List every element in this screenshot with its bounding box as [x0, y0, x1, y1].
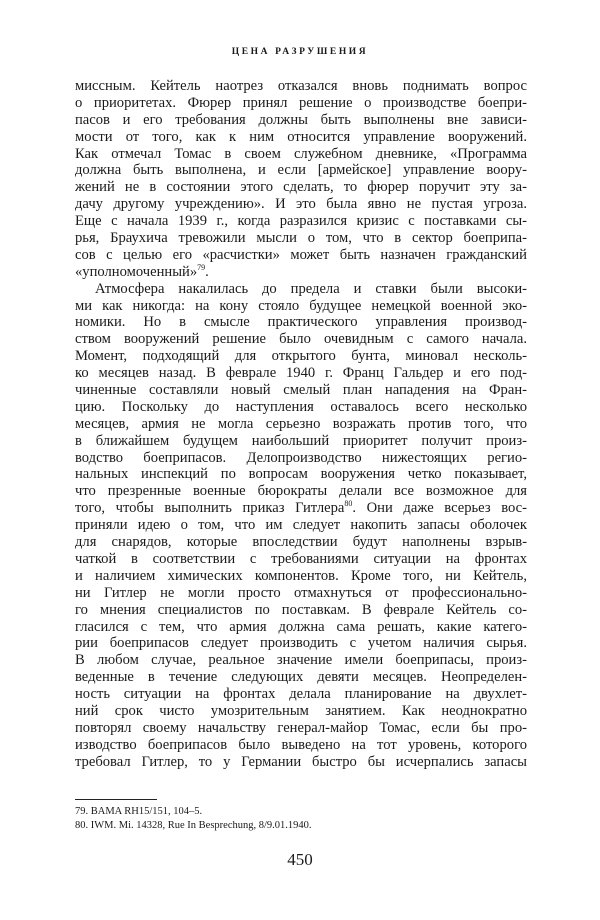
line-text: ко месяцев назад. В феврале 1940 г. Франц Гальдер и его под-	[75, 365, 527, 382]
text-line	[75, 517, 527, 534]
line-text-after: . Они даже всерьез вос-	[352, 500, 527, 517]
text-line	[75, 652, 527, 669]
line-text: веденные в течение следующих девяти месяцев. Неопределен-	[75, 669, 527, 686]
text-line	[75, 534, 527, 551]
line-text: дачу другому учреждению». И это была явно не пустая угроза.	[75, 196, 527, 213]
running-header: ЦЕНА РАЗРУШЕНИЯ	[231, 47, 369, 57]
text-line	[75, 314, 527, 331]
line-text: рья, Браухича тревожили мысли о том, что в сектор боеприпа-	[75, 230, 527, 247]
text-line	[75, 450, 527, 467]
text-line	[75, 568, 527, 585]
line-text: сов с целью его «расчистки» может быть назначен гражданский	[75, 246, 527, 263]
line-text: Еще с начала 1939 г., когда разразился кризис с поставками сы-	[75, 213, 527, 230]
text-line	[75, 213, 527, 230]
line-text: пасов и его требования должны быть выполнены вне зависи-	[75, 111, 527, 128]
line-text: номики. Но в смысле практического управления производ-	[75, 314, 527, 331]
text-line	[75, 602, 527, 619]
line-text: В любом случае, реальное значение имели боеприпасы, произ-	[75, 652, 527, 669]
line-text: нальных инспекций по вопросам вооружения четко показывает,	[75, 466, 527, 483]
text-line	[75, 264, 527, 281]
text-line	[75, 95, 527, 112]
line-text: повторял своему начальству генерал-майор Томас, если бы про-	[75, 719, 527, 736]
line-text: го мнения специалистов по поставкам. В феврале Кейтель со-	[75, 601, 527, 618]
text-line	[75, 382, 527, 399]
text-line	[75, 230, 527, 247]
text-line	[75, 635, 527, 652]
line-text: жений не в состоянии этого сделать, то фюрер поручит эту за-	[75, 179, 527, 196]
text-line	[75, 146, 527, 163]
text-line	[75, 416, 527, 433]
page-number: 450	[287, 850, 313, 869]
text-line	[75, 703, 527, 720]
text-line	[75, 754, 527, 771]
line-text: цию. Поскольку до наступления оставалось всего несколько	[75, 398, 527, 415]
line-text: того, чтобы выполнить приказ Гитлера	[75, 500, 345, 517]
text-line	[75, 399, 527, 416]
footnote-79: 79. BAMA RH15/151, 104–5.	[75, 806, 203, 817]
line-text: ством вооружений решение было очевидным с самого начала.	[75, 331, 527, 348]
line-text: водство боеприпасов. Делопроизводство нижестоящих регио-	[75, 449, 527, 466]
footnote-80: 80. IWM. Mi. 14328, Rue In Besprechung, 8/9.01.1940.	[75, 820, 312, 831]
line-text: должна быть выполнена, и если [армейское] управление воору-	[75, 162, 527, 179]
line-text: Атмосфера накалилась до предела и ставки были высоки-	[95, 280, 527, 297]
text-line	[75, 737, 527, 754]
line-text: «уполномоченный»	[75, 263, 198, 280]
line-text: чиненные составляли новый смелый план нападения на Фран-	[75, 382, 527, 399]
text-line	[75, 433, 527, 450]
line-text: и наличием химических компонентов. Кроме того, ни Кейтель,	[75, 567, 527, 584]
body-text	[75, 78, 527, 771]
line-text: требовал Гитлер, то у Германии быстро бы исчерпались запасы	[75, 753, 527, 770]
text-line	[75, 298, 527, 315]
text-line	[75, 483, 527, 500]
text-line	[75, 669, 527, 686]
text-line	[75, 365, 527, 382]
text-line	[75, 112, 527, 129]
text-line	[75, 179, 527, 196]
text-line	[75, 619, 527, 636]
line-text: гласился с тем, что армия должна сама решать, какие катего-	[75, 618, 527, 635]
text-line	[75, 720, 527, 737]
line-text: Как отмечал Томас в своем служебном дневнике, «Программа	[75, 145, 527, 162]
text-line	[75, 551, 527, 568]
line-text: изводство боеприпасов было выведено на тот уровень, которого	[75, 736, 527, 753]
line-text: о приоритетах. Фюрер принял решение о производстве боепри-	[75, 94, 527, 111]
line-text: мости от того, как к ним относится управление вооружений.	[75, 128, 527, 145]
text-line	[75, 247, 527, 264]
text-line	[75, 500, 527, 517]
text-line	[75, 162, 527, 179]
text-line	[75, 348, 527, 365]
footnote-ref: 80	[344, 499, 353, 509]
line-text: в ближайшем будущем наибольший приоритет получит произ-	[75, 432, 527, 449]
line-text: чаткой в соответствии с требованиями ситуации на фронтах	[75, 550, 527, 567]
line-text: ми как никогда: на кону стояло будущее немецкой военной эко-	[75, 297, 527, 314]
line-text: Момент, подходящий для открытого бунта, миновал несколь-	[75, 348, 527, 365]
line-text: приняли идею о том, что им следует накопить запасы оболочек	[75, 517, 527, 534]
line-text: для снарядов, которые впоследствии будут наполнены взрыв-	[75, 534, 527, 551]
footnote-rule	[75, 799, 157, 800]
text-line	[75, 585, 527, 602]
line-text: что презренные военные бюрократы делали все возможное для	[75, 483, 527, 500]
text-line	[75, 686, 527, 703]
text-line	[75, 129, 527, 146]
text-line	[75, 78, 527, 95]
line-text: ность ситуации на фронтах делала планирование на двухлет-	[75, 686, 527, 703]
line-text: ни Гитлер не могли просто отмахнуться от профессионально-	[75, 584, 527, 601]
text-line	[75, 331, 527, 348]
text-line	[75, 196, 527, 213]
line-text: месяцев, армия не могла серьезно возражать против того, что	[75, 415, 527, 432]
footnote-ref: 79	[197, 262, 206, 272]
text-line	[75, 281, 527, 298]
line-text: ний срок чисто умозрительным занятием. Как неоднократно	[75, 702, 527, 719]
text-line	[75, 466, 527, 483]
line-text: рии боеприпасов следует производить с учетом наличия сырья.	[75, 635, 527, 652]
line-text-after: .	[205, 263, 209, 280]
line-text: миссным. Кейтель наотрез отказался вновь поднимать вопрос	[75, 78, 527, 94]
